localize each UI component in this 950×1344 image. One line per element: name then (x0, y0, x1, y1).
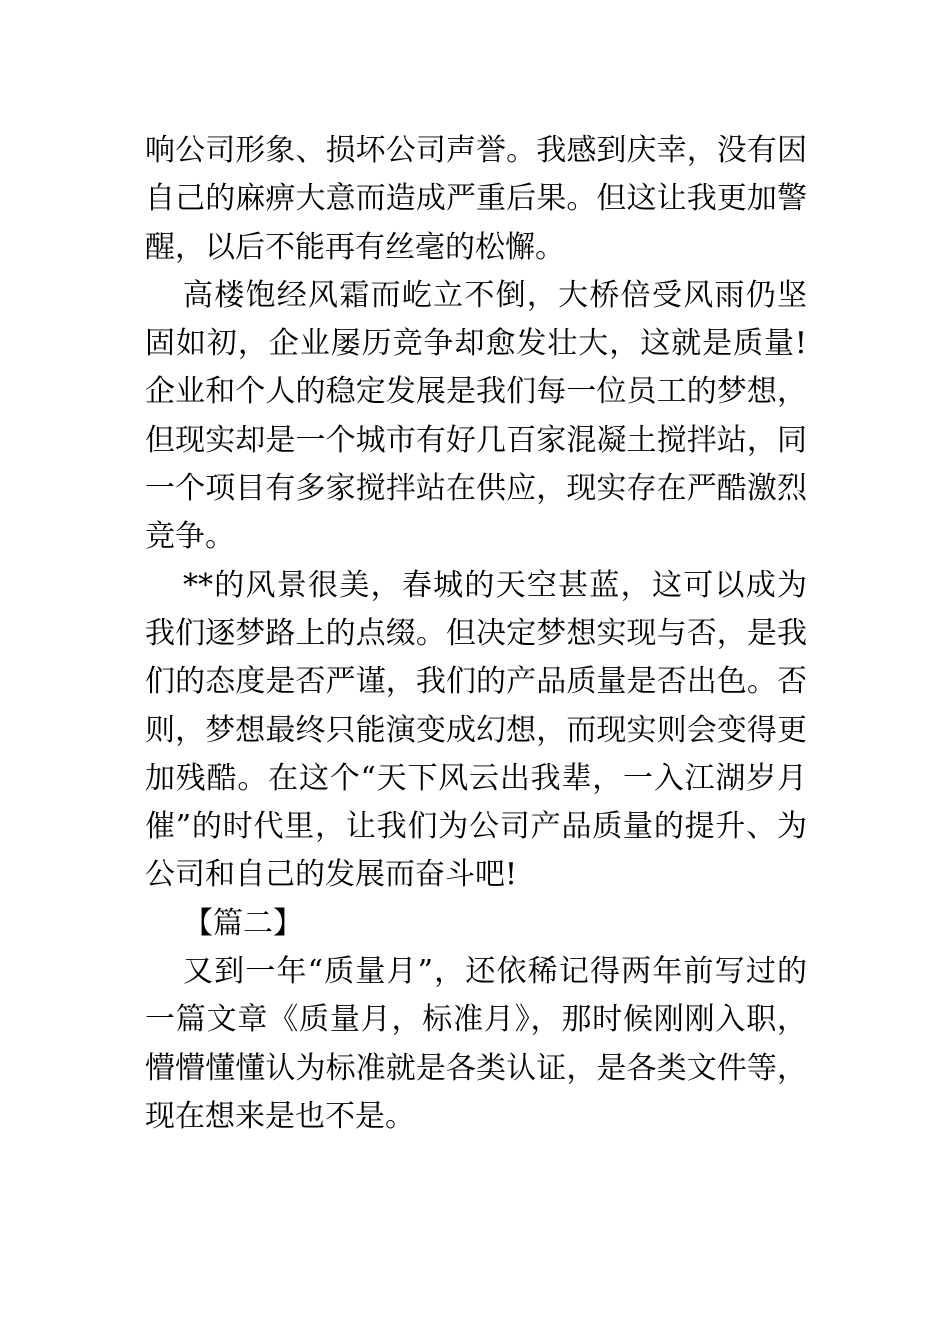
paragraph-quality: 高楼饱经风霜而屹立不倒，大桥倍受风雨仍坚固如初，企业屡历竞争却愈发壮大，这就是质量!企业和个人的稳定发展是我们每一位员工的梦想，但现实却是一个城市有好几百家混凝土搅拌站，同一个项目有多家搅拌站在供应，现实存在严酷激烈竞争。 (145, 277, 807, 555)
paragraph-continuation: 响公司形象、损坏公司声誉。我感到庆幸，没有因自己的麻痹大意而造成严重后果。但这让我更加警醒，以后不能再有丝毫的松懈。 (145, 133, 807, 265)
document-page (145, 127, 807, 1141)
paragraph-dream: **的风景很美，春城的天空甚蓝，这可以成为我们逐梦路上的点缀。但决定梦想实现与否，是我们的态度是否严谨，我们的产品质量是否出色。否则，梦想最终只能演变成幻想，而现实则会变得更加残酷。在这个“天下风云出我辈，一入江湖岁月催”的时代里，让我们为公司产品质量的提升、为公司和自己的发展而奋斗吧! (145, 567, 807, 893)
section-heading: 【篇二】 (183, 905, 303, 941)
paragraph-quality-month: 又到一年“质量月”，还依稀记得两年前写过的一篇文章《质量月，标准月》，那时候刚刚入职，懵懵懂懂认为标准就是各类认证，是各类文件等，现在想来是也不是。 (145, 954, 807, 1134)
